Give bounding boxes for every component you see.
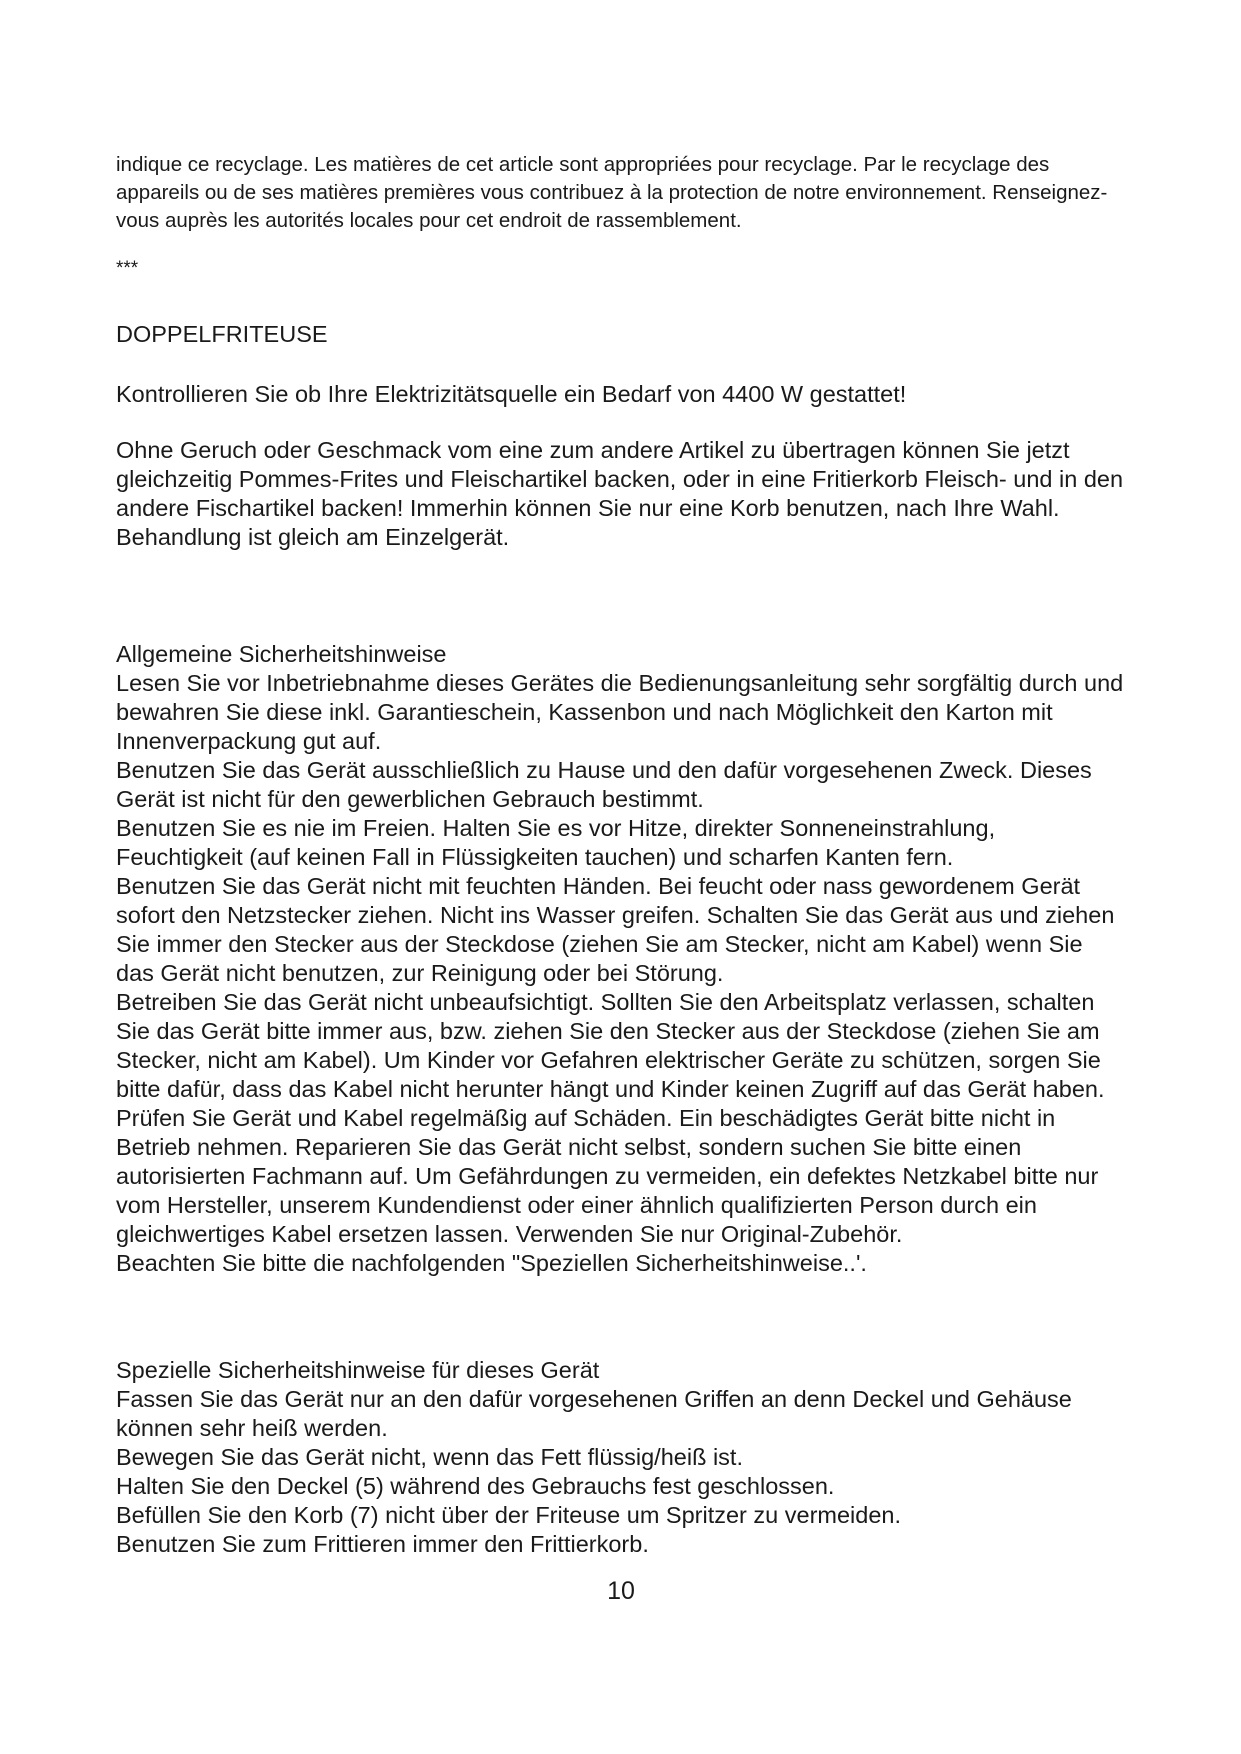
page-title: DOPPELFRITEUSE: [116, 321, 328, 347]
safety-paragraph: Benutzen Sie es nie im Freien. Halten Sie es vor Hitze, direkter Sonneneinstrahlung, Feuchtigkeit (auf keinen Fall in Flüssigkeiten tauchen) und scharfen Kanten fern.: [116, 815, 996, 870]
safety-paragraph: Benutzen Sie das Gerät ausschließlich zu Hause und den dafür vorgesehenen Zweck. Dieses Gerät ist nicht für den gewerblichen Gebrauch bestimmt.: [116, 757, 1092, 812]
special-safety-paragraph: Fassen Sie das Gerät nur an den dafür vorgesehenen Griffen an denn Deckel und Gehäuse können sehr heiß werden.: [116, 1386, 1072, 1441]
special-safety-paragraph: Bewegen Sie das Gerät nicht, wenn das Fett flüssig/heiß ist.: [116, 1444, 743, 1470]
special-safety-paragraph: Halten Sie den Deckel (5) während des Gebrauchs fest geschlossen.: [116, 1473, 835, 1499]
safety-paragraph: Benutzen Sie das Gerät nicht mit feuchten Händen. Bei feucht oder nass gewordenem Gerät sofort den Netzstecker ziehen. Nicht ins Wasser greifen. Schalten Sie das Gerät aus und ziehen Sie immer den Stecker aus der Steckdose (ziehen Sie am Stecker, nicht am Kabel) wenn Sie das Gerät nicht benutzen, zur Reinigung oder bei Störung.: [116, 873, 1115, 986]
description-paragraph: Ohne Geruch oder Geschmack vom eine zum andere Artikel zu übertragen können Sie jetzt gleichzeitig Pommes-Frites und Fleischartikel backen, oder in eine Fritierkorb Fleisch- und in den andere Fischartikel backen! Immerhin können Sie nur eine Korb benutzen, nach Ihre Wahl.: [116, 437, 1124, 521]
section-separator: ***: [116, 258, 139, 279]
safety-paragraph: Betreiben Sie das Gerät nicht unbeaufsichtigt. Sollten Sie den Arbeitsplatz verlassen, schalten Sie das Gerät bitte immer aus, bzw. ziehen Sie den Stecker aus der Steckdose (ziehen Sie am Stecker, nicht am Kabel). Um Kinder vor Gefahren elektrischer Geräte zu schützen, sorgen Sie bitte dafür, dass das Kabel nicht herunter hängt und Kinder keinen Zugriff auf das Gerät haben.: [116, 989, 1105, 1102]
special-safety-heading: Spezielle Sicherheitshinweise für dieses Gerät: [116, 1357, 600, 1383]
special-safety-section: [116, 1356, 1126, 1559]
page-number: 10: [607, 1577, 635, 1605]
safety-paragraph: Lesen Sie vor Inbetriebnahme dieses Gerätes die Bedienungsanleitung sehr sorgfältig durch und bewahren Sie diese inkl. Garantieschein, Kassenbon und nach Möglichkeit den Karton mit Innenverpackung gut auf.: [116, 670, 1124, 754]
special-safety-paragraph: Benutzen Sie zum Frittieren immer den Frittierkorb.: [116, 1531, 649, 1557]
special-safety-paragraph: Befüllen Sie den Korb (7) nicht über der Friteuse um Spritzer zu vermeiden.: [116, 1502, 902, 1528]
product-description: [116, 436, 1126, 552]
safety-paragraph: Beachten Sie bitte die nachfolgenden "Speziellen Sicherheitshinweise..'.: [116, 1250, 867, 1276]
safety-paragraph: Prüfen Sie Gerät und Kabel regelmäßig auf Schäden. Ein beschädigtes Gerät bitte nicht in Betrieb nehmen. Reparieren Sie das Gerät nicht selbst, sondern suchen Sie bitte einen autorisierten Fachmann auf. Um Gefährdungen zu vermeiden, ein defektes Netzkabel bitte nur vom Hersteller, unserem Kundendienst oder einer ähnlich qualifizierten Person durch ein gleichwertiges Kabel ersetzen lassen. Verwenden Sie nur Original-Zubehör.: [116, 1105, 1099, 1247]
general-safety-heading: Allgemeine Sicherheitshinweise: [116, 641, 447, 667]
general-safety-section: [116, 640, 1126, 1278]
power-requirement: Kontrollieren Sie ob Ihre Elektrizitätsquelle ein Bedarf von 4400 W gestattet!: [116, 381, 907, 407]
description-paragraph: Behandlung ist gleich am Einzelgerät.: [116, 524, 510, 550]
recycling-note: indique ce recyclage. Les matières de cet article sont appropriées pour recyclage. Par le recyclage des appareils ou de ses matières premières vous contribuez à la protection de notre environnement. Renseignez-vous auprès les autorités locales pour cet endroit de rassemblement.: [116, 152, 1108, 232]
